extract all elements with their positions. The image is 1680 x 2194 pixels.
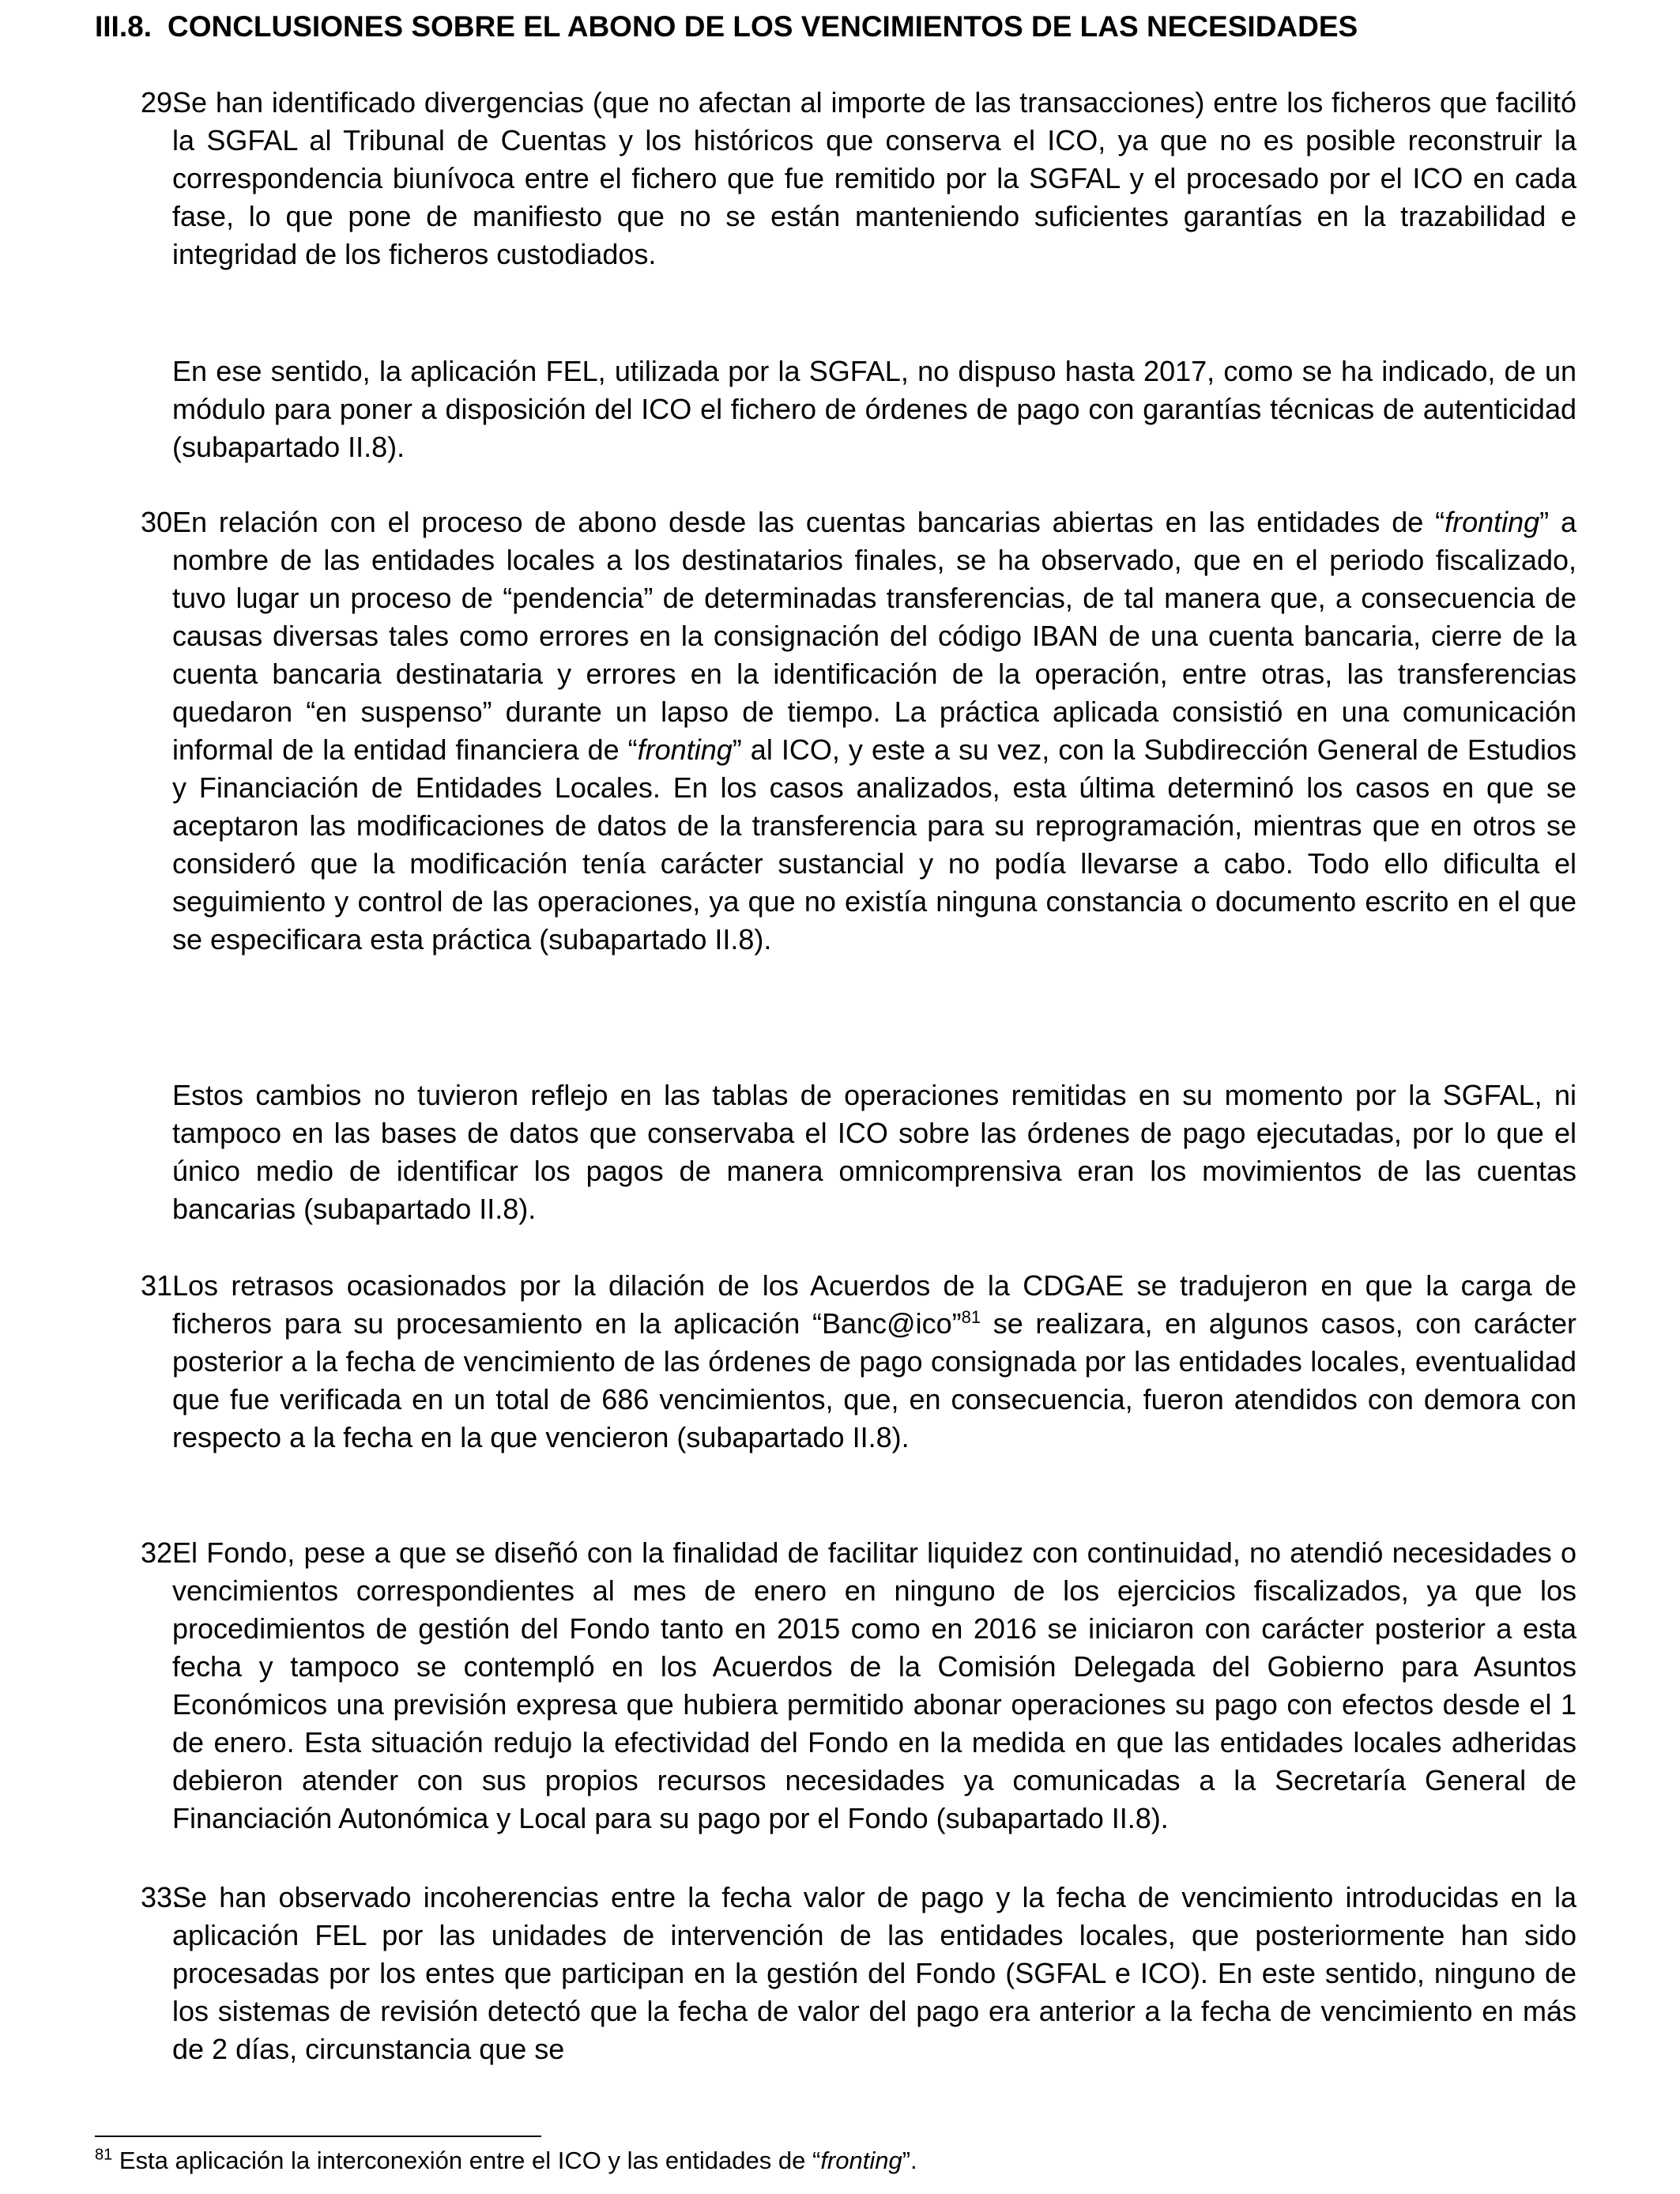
paragraph-text — [172, 503, 1576, 959]
text-run: Los retrasos ocasionados por la dilación de los Acuerdos de la CDGAE se tradujeron en que la carga de ficheros para su procesamiento en la aplicación “Banc@ico” — [172, 1269, 1576, 1340]
footnote-text: Esta aplicación la interconexión entre el ICO y las entidades de “ — [112, 2147, 821, 2174]
paragraph-31 — [95, 1267, 1576, 1457]
text-run: se realizara, en algunos casos, con carácter posterior a la fecha de vencimiento de las órdenes de pago consignada por las entidades locales, eventualidad que fue verificada en un total de 686 vencimientos, que, en consecuencia, fueron atendidos con demora con respecto a la fecha en la que vencieron (subapartado II.8). — [172, 1307, 1577, 1453]
paragraph-number: 30. — [140, 506, 180, 538]
section-title: CONCLUSIONES SOBRE EL ABONO DE LOS VENCIMIENTOS DE LAS NECESIDADES — [167, 10, 1358, 43]
italic-term: fronting — [637, 733, 733, 766]
text-run: En relación con el proceso de abono desde las cuentas bancarias abiertas en las entidades de “ — [172, 506, 1445, 538]
section-heading — [95, 6, 1358, 47]
italic-term: fronting — [820, 2147, 902, 2174]
text-run: ” al ICO, y este a su vez, con la Subdirección General de Estudios y Financiación de Entidades Locales. En los casos analizados, esta última determinó los casos en que se aceptaron las modificaciones de datos de la transferencia para su reprogramación, mientras que en otros se consideró que la modificación tenía carácter sustancial y no podía llevarse a cabo. Todo ello dificulta el seguimiento y control de las operaciones, ya que no existía ninguna constancia o documento escrito en el que se especificara esta práctica (subapartado II.8). — [172, 733, 1576, 956]
paragraph-30 — [95, 503, 1576, 959]
paragraph-text — [172, 1267, 1576, 1457]
footnote-text: ”. — [902, 2147, 917, 2174]
paragraph-30-continuation — [95, 1076, 1576, 1228]
paragraph-text: En ese sentido, la aplicación FEL, utilizada por la SGFAL, no dispuso hasta 2017, como se ha indicado, de un módulo para poner a disposición del ICO el fichero de órdenes de pago con garantías técnicas de autenticidad (subapartado II.8). — [172, 355, 1576, 463]
paragraph-text: Se han observado incoherencias entre la fecha valor de pago y la fecha de vencimiento introducidas en la aplicación FEL por las unidades de intervención de las entidades locales, que posteriormente han sido procesadas por los entes que participan en la gestión del Fondo (SGFAL e ICO). En este sentido, ninguno de los sistemas de revisión detectó que la fecha de valor del pago era anterior a la fecha de vencimiento en más de 2 días, circunstancia que se — [172, 1881, 1576, 2065]
paragraph-29 — [95, 84, 1576, 273]
paragraph-number: 31. — [140, 1269, 180, 1302]
footnote-reference[interactable]: 81 — [961, 1307, 981, 1327]
section-number: III.8. — [95, 10, 152, 43]
paragraph-text: Estos cambios no tuvieron reflejo en las tablas de operaciones remitidas en su momento por la SGFAL, ni tampoco en las bases de datos que conservaba el ICO sobre las órdenes de pago ejecutadas, por lo que el único medio de identificar los pagos de manera omnicomprensiva eran los movimientos de las cuentas bancarias (subapartado II.8). — [172, 1079, 1576, 1225]
text-run: ” a nombre de las entidades locales a los destinatarios finales, se ha observado, que en el periodo fiscalizado, tuvo lugar un proceso de “pendencia” de determinadas transferencias, de tal manera que, a consecuencia de causas diversas tales como errores en la consignación del código IBAN de una cuenta bancaria, cierre de la cuenta bancaria destinataria y errores en la identificación de la operación, entre otras, las transferencias quedaron “en suspenso” durante un lapso de tiempo. La práctica aplicada consistió en una comunicación informal de la entidad financiera de “ — [172, 506, 1577, 766]
paragraph-33 — [95, 1879, 1576, 2068]
paragraph-32 — [95, 1534, 1576, 1838]
paragraph-29-continuation — [95, 352, 1576, 466]
footnote-separator — [95, 2136, 541, 2137]
paragraph-text: El Fondo, pese a que se diseñó con la finalidad de facilitar liquidez con continuidad, no atendió necesidades o vencimientos correspondientes al mes de enero en ninguno de los ejercicios fiscalizados, ya que los procedimientos de gestión del Fondo tanto en 2015 como en 2016 se iniciaron con carácter posterior a esta fecha y tampoco se contempló en los Acuerdos de la Comisión Delegada del Gobierno para Asuntos Económicos una previsión expresa que hubiera permitido abonar operaciones su pago con efectos desde el 1 de enero. Esta situación redujo la efectividad del Fondo en la medida en que las entidades locales adheridas debieron atender con sus propios recursos necesidades ya comunicadas a la Secretaría General de Financiación Autonómica y Local para su pago por el Fondo (subapartado II.8). — [172, 1536, 1576, 1834]
paragraph-number: 33. — [140, 1881, 180, 1913]
paragraph-text: Se han identificado divergencias (que no afectan al importe de las transacciones) entre los ficheros que facilitó la SGFAL al Tribunal de Cuentas y los históricos que conserva el ICO, ya que no es posible reconstruir la correspondencia biunívoca entre el fichero que fue remitido por la SGFAL y el procesado por el ICO en cada fase, lo que pone de manifiesto que no se están manteniendo suficientes garantías en la trazabilidad e integridad de los ficheros custodiados. — [172, 86, 1576, 270]
italic-term: fronting — [1445, 506, 1540, 538]
paragraph-number: 29. — [140, 86, 180, 119]
footnote — [95, 2145, 1580, 2177]
footnote-number: 81 — [95, 2146, 113, 2164]
paragraph-number: 32. — [140, 1536, 180, 1569]
